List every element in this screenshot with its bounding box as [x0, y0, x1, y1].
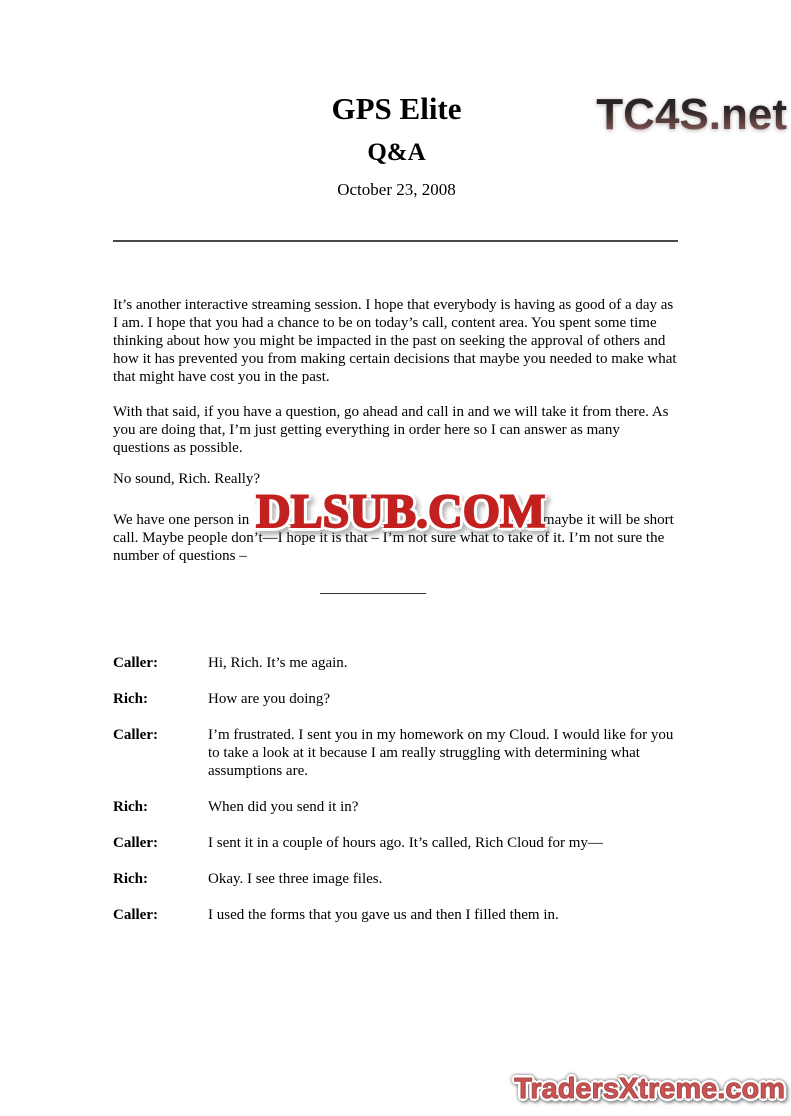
section-divider-rule — [320, 593, 426, 594]
dialogue-row — [113, 798, 680, 816]
header-divider-rule — [113, 240, 678, 242]
document-date: October 23, 2008 — [337, 180, 456, 199]
dialogue-row — [113, 834, 680, 852]
intro-paragraph-4 — [113, 485, 680, 565]
speaker-text: Hi, Rich. It’s me again. — [208, 655, 348, 671]
speaker-text: I used the forms that you gave us and then I filled them in. — [208, 907, 559, 923]
tc4s-watermark-logo: TC4S.net — [596, 90, 787, 139]
dialogue-row — [113, 870, 680, 888]
speaker-text: How are you doing? — [208, 691, 331, 707]
speaker-label: Caller: — [113, 835, 158, 851]
dialogue-row — [113, 654, 680, 672]
document-body — [113, 296, 680, 924]
speaker-label: Rich: — [113, 871, 148, 887]
dialogue-row — [113, 726, 680, 780]
speaker-label: Rich: — [113, 799, 148, 815]
dialogue-section — [113, 654, 680, 924]
intro-paragraph-2: With that said, if you have a question, go ahead and call in and we will take it from there. As you are doing that, I’m just getting everything in order here so I can answer as many questions as possible. — [113, 404, 669, 456]
intro-paragraph-1: It’s another interactive streaming session. I hope that everybody is having as good of a day as I am. I hope that you had a chance to be on today’s call, content area. You spent some time thinking about how you might be impacted in the past on seeking the approval of others and how it has prevented you from making certain decisions that maybe you needed to make what that might have cost you in the past. — [113, 297, 677, 385]
document-page — [0, 90, 791, 1105]
speaker-label: Caller: — [113, 907, 158, 923]
paragraph-4-after-watermark: nows, maybe it will be short call. Maybe people don’t—I hope it is that – I’m not sure what to take of it. I’m not sure the number of questions – — [113, 512, 674, 564]
speaker-label: Caller: — [113, 727, 158, 743]
paragraph-4-before-watermark: We have one person in — [113, 512, 250, 528]
speaker-text: I sent it in a couple of hours ago. It’s called, Rich Cloud for my— — [208, 835, 603, 851]
speaker-text: I’m frustrated. I sent you in my homework on my Cloud. I would like for you to take a look at it because I am really struggling with determining what assumptions are. — [208, 727, 674, 779]
document-header — [113, 92, 680, 200]
page-subtitle: Q&A — [367, 139, 426, 166]
dialogue-row — [113, 906, 680, 924]
intro-paragraph-3: No sound, Rich. Really? — [113, 471, 261, 487]
speaker-label: Rich: — [113, 691, 148, 707]
page-title: GPS Elite — [331, 91, 462, 126]
dlsub-watermark-logo: DLSUB.COM — [256, 485, 546, 538]
dialogue-row — [113, 690, 680, 708]
speaker-label: Caller: — [113, 655, 158, 671]
speaker-text: Okay. I see three image files. — [208, 871, 383, 887]
tradersxtreme-watermark-logo: TradersXtreme.com — [514, 1073, 785, 1105]
speaker-text: When did you send it in? — [208, 799, 359, 815]
